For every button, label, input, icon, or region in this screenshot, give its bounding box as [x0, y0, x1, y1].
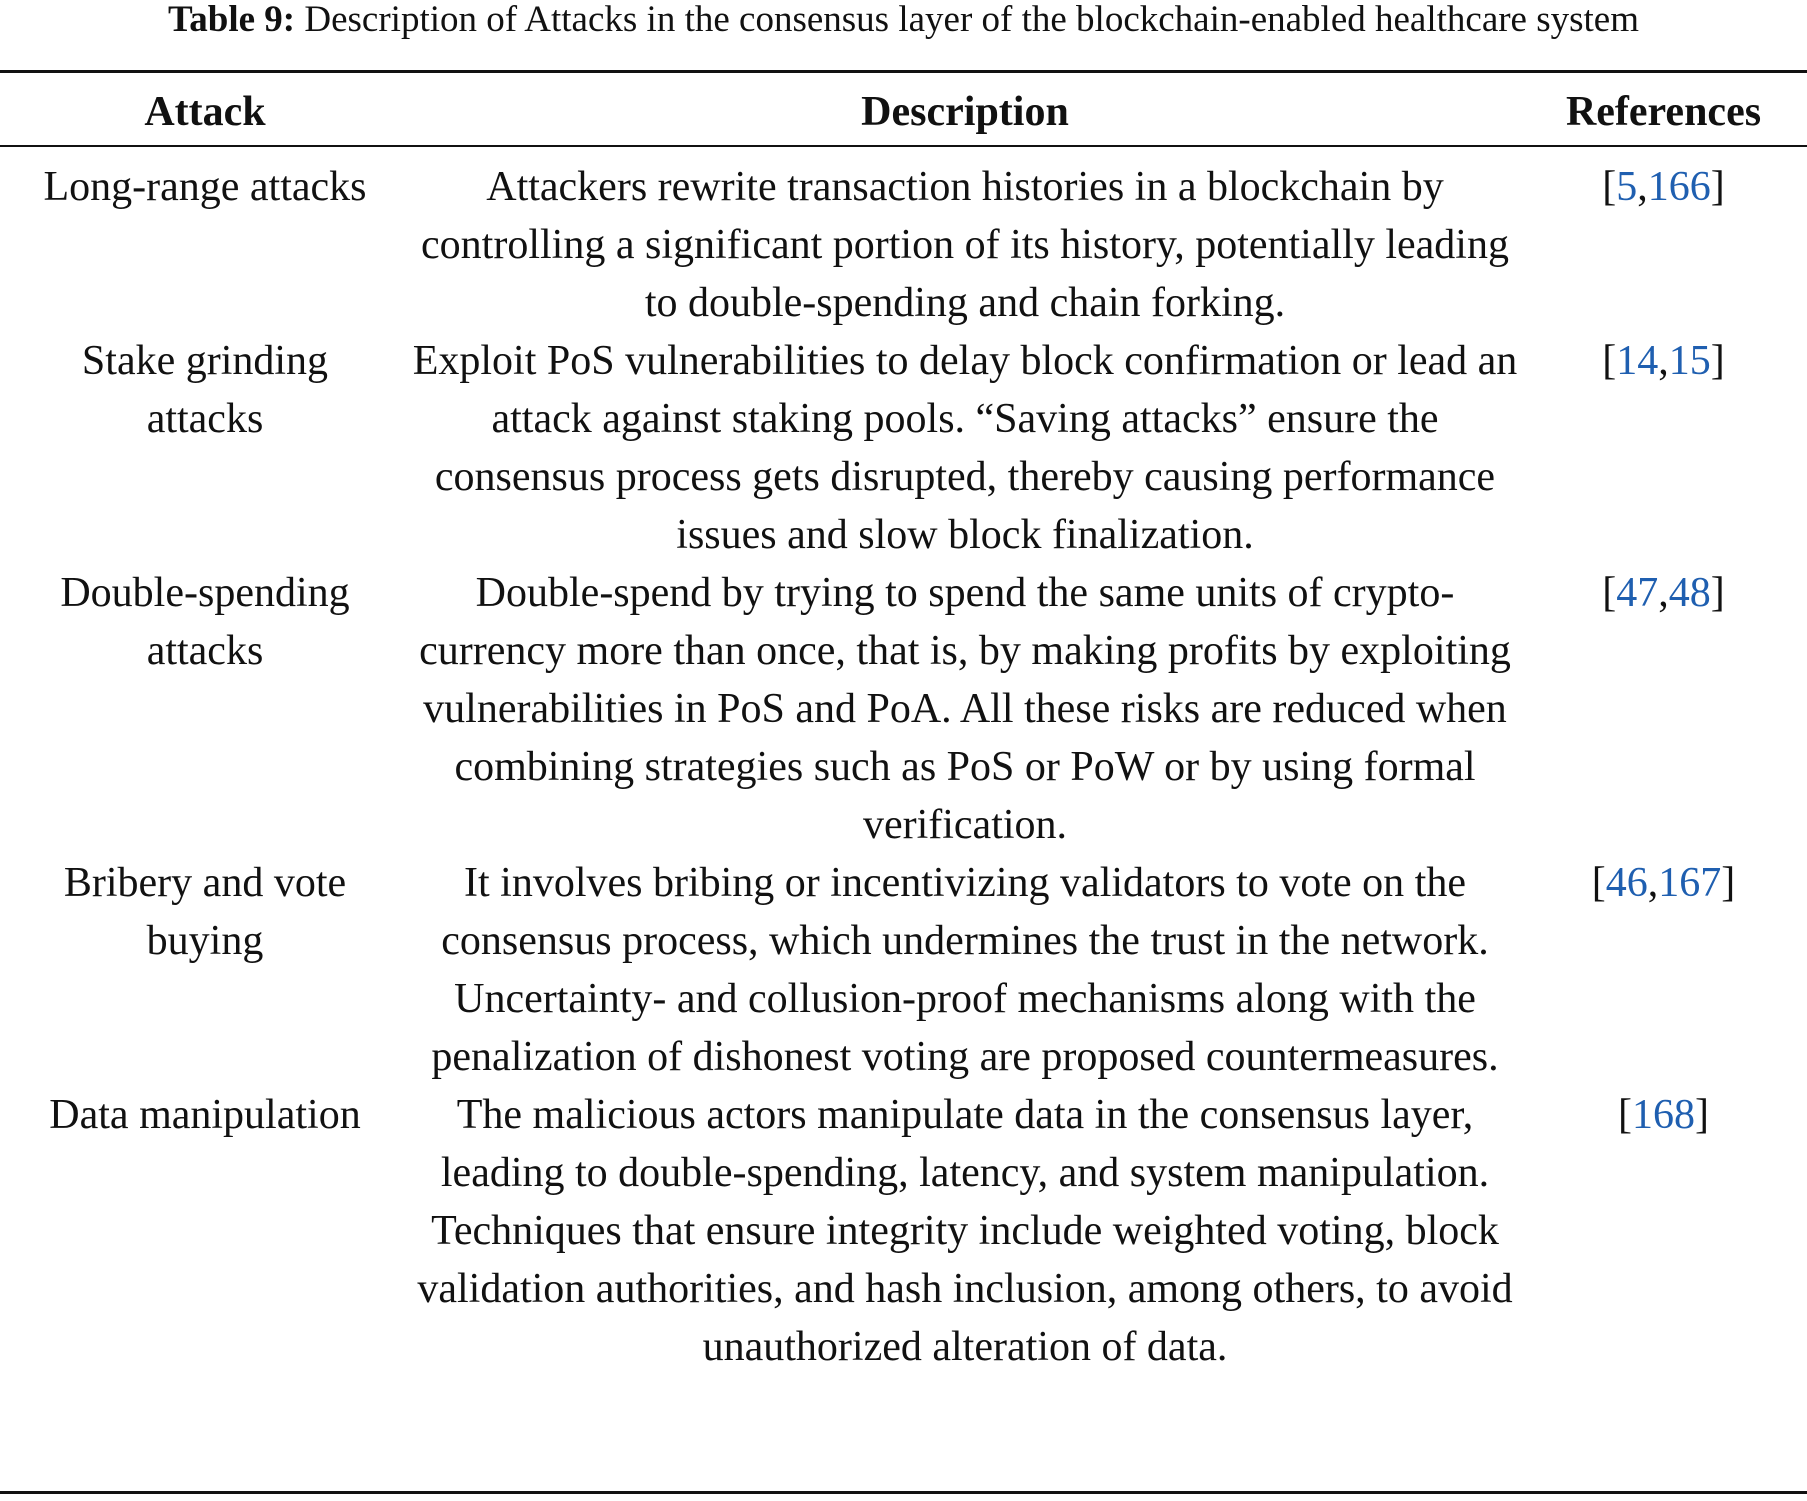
reference-link[interactable]: 166 [1647, 164, 1711, 210]
top-rule [0, 70, 1807, 73]
table-row [0, 158, 1807, 332]
description-cell: Exploit PoS vulnerabilities to delay block confirmation or lead an attack against staking pools. “Saving attacks” ensure the consensus process gets disrupted, thereby causing performance issues and slow block finalization. [412, 338, 1518, 558]
bottom-rule [0, 1491, 1807, 1494]
reference-link[interactable]: 48 [1668, 570, 1711, 616]
reference-link[interactable]: 47 [1616, 570, 1659, 616]
references-cell: [46,167] [1591, 860, 1736, 906]
caption-label: Table 9: [167, 0, 296, 40]
reference-link[interactable]: 168 [1632, 1092, 1695, 1138]
references-cell: [14,15] [1602, 338, 1725, 384]
reference-link[interactable]: 15 [1668, 338, 1711, 384]
reference-link[interactable]: 14 [1616, 338, 1659, 384]
description-cell: Double-spend by trying to spend the same units of crypto-currency more than once, that is, by making profits by exploiting vulnerabilities in PoS and PoA. All these risks are reduced when combining strategies such as PoS or PoW or by using formal verification. [419, 570, 1511, 848]
reference-link[interactable]: 167 [1658, 860, 1722, 906]
table-caption [0, 0, 1807, 46]
header-references: References [1565, 89, 1762, 135]
reference-link[interactable]: 46 [1605, 860, 1648, 906]
table-row [0, 564, 1807, 854]
table-row [0, 332, 1807, 564]
caption-text: Description of Attacks in the consensus layer of the blockchain-enabled healthcare system [295, 0, 1640, 40]
header-description: Description [861, 89, 1069, 135]
attack-cell: Long-range attacks [43, 164, 367, 210]
attack-cell: Double-spending attacks [60, 570, 350, 674]
description-cell: It involves bribing or incentivizing validators to vote on the consensus process, which undermines the trust in the network. Uncertainty- and collusion-proof mechanisms along with the penalization of dishonest voting are proposed countermeasures. [431, 860, 1499, 1080]
attack-cell: Bribery and vote buying [63, 860, 347, 964]
header-rule [0, 145, 1807, 147]
references-cell: [47,48] [1602, 570, 1725, 616]
header-attack: Attack [144, 89, 266, 135]
table-row [0, 1086, 1807, 1376]
description-cell: The malicious actors manipulate data in the consensus layer, leading to double-spending, latency, and system manipulation. Techniques that ensure integrity include weighted voting, block validation authorities, and hash inclusion, among others, to avoid unauthorized alteration of data. [417, 1092, 1513, 1370]
reference-link[interactable]: 5 [1616, 164, 1638, 210]
description-cell: Attackers rewrite transaction histories in a blockchain by controlling a significant portion of its history, potentially leading to double-spending and chain forking. [421, 164, 1509, 326]
attack-cell: Stake grinding attacks [81, 338, 329, 442]
references-cell: [5,166] [1602, 164, 1725, 210]
table-row [0, 854, 1807, 1086]
attack-cell: Data manipulation [49, 1092, 361, 1138]
references-cell: [168] [1618, 1092, 1709, 1138]
table-body [0, 158, 1807, 1376]
